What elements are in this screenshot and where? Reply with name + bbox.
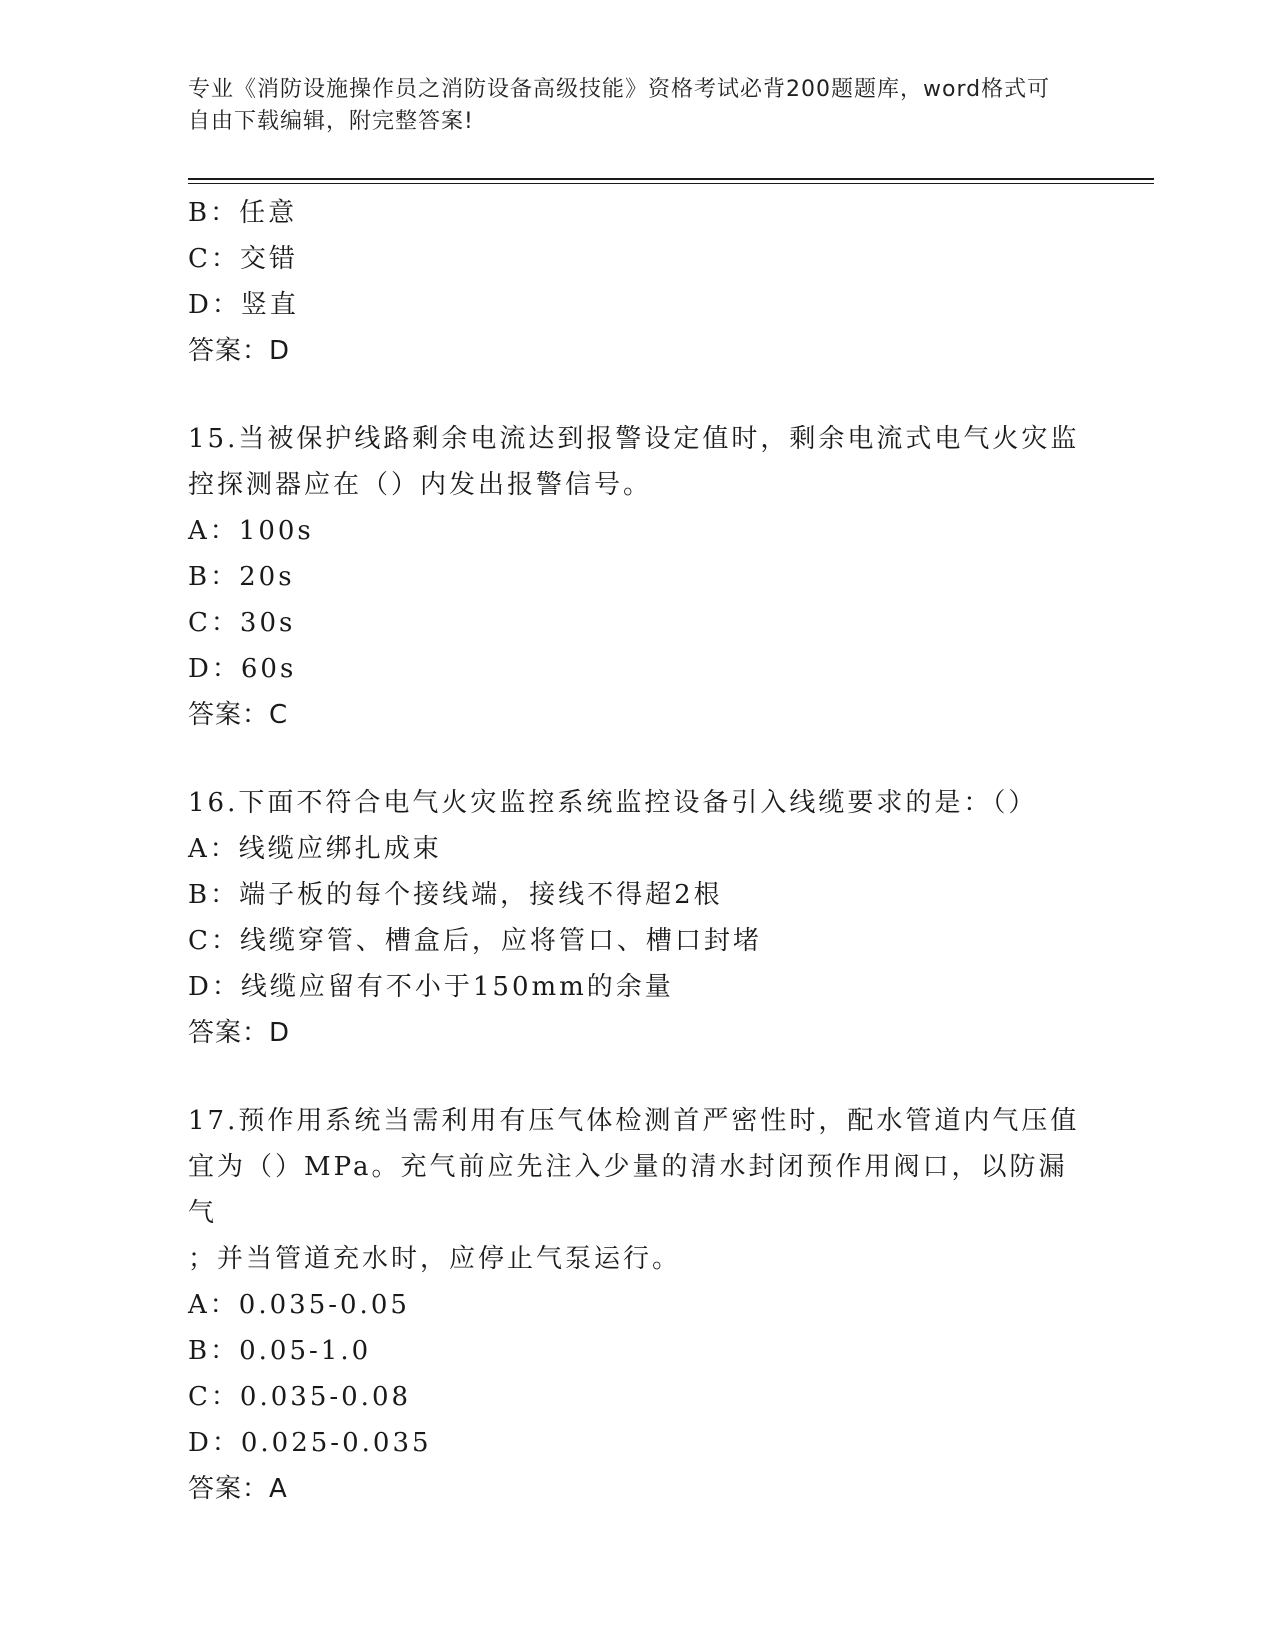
option-item: A：0.035-0.05 [188, 1290, 410, 1320]
question-text: 17.预作用系统当需利用有压气体检测首严密性时，配水管道内气压值 宜为（）MPa。充气前应先注入少量的清水封闭预作用阀口，以防漏气 ；并当管道充水时，应停止气泵运行。 [188, 1106, 1080, 1274]
option-item: D：线缆应留有不小于150mm的余量 [188, 972, 674, 1002]
option-item: B：20s [188, 562, 295, 592]
option-item: D：60s [188, 654, 297, 684]
previous-question-tail [188, 190, 1088, 374]
question-block [188, 416, 1088, 738]
question-block [188, 780, 1088, 1056]
document-header: 专业《消防设施操作员之消防设备高级技能》资格考试必背200题题库，word格式可自由下载编辑，附完整答案! [188, 77, 1051, 134]
answer-line: 答案：C [188, 700, 289, 730]
option-item: C：交错 [188, 244, 298, 274]
header-divider-thick [188, 178, 1154, 180]
question-text: 16.下面不符合电气火灾监控系统监控设备引入线缆要求的是：（） [188, 788, 1038, 818]
option-item: B：端子板的每个接线端，接线不得超2根 [188, 880, 723, 910]
answer-line: 答案：D [188, 1018, 291, 1048]
option-item: C：0.035-0.08 [188, 1382, 412, 1412]
question-content [188, 190, 1088, 1512]
option-item: C：30s [188, 608, 296, 638]
question-block [188, 1098, 1088, 1512]
answer-line: 答案：A [188, 1474, 288, 1504]
option-item: B：0.05-1.0 [188, 1336, 372, 1366]
option-item: A：线缆应绑扎成束 [188, 834, 442, 864]
header-divider-thin [188, 183, 1154, 184]
option-item: D：0.025-0.035 [188, 1428, 432, 1458]
option-item: C：线缆穿管、槽盒后，应将管口、槽口封堵 [188, 926, 762, 956]
answer-line: 答案：D [188, 336, 291, 366]
option-item: B：任意 [188, 198, 298, 228]
option-item: A：100s [188, 516, 314, 546]
option-item: D：竖直 [188, 290, 299, 320]
question-text: 15.当被保护线路剩余电流达到报警设定值时，剩余电流式电气火灾监 控探测器应在（）内发出报警信号。 [188, 424, 1080, 500]
